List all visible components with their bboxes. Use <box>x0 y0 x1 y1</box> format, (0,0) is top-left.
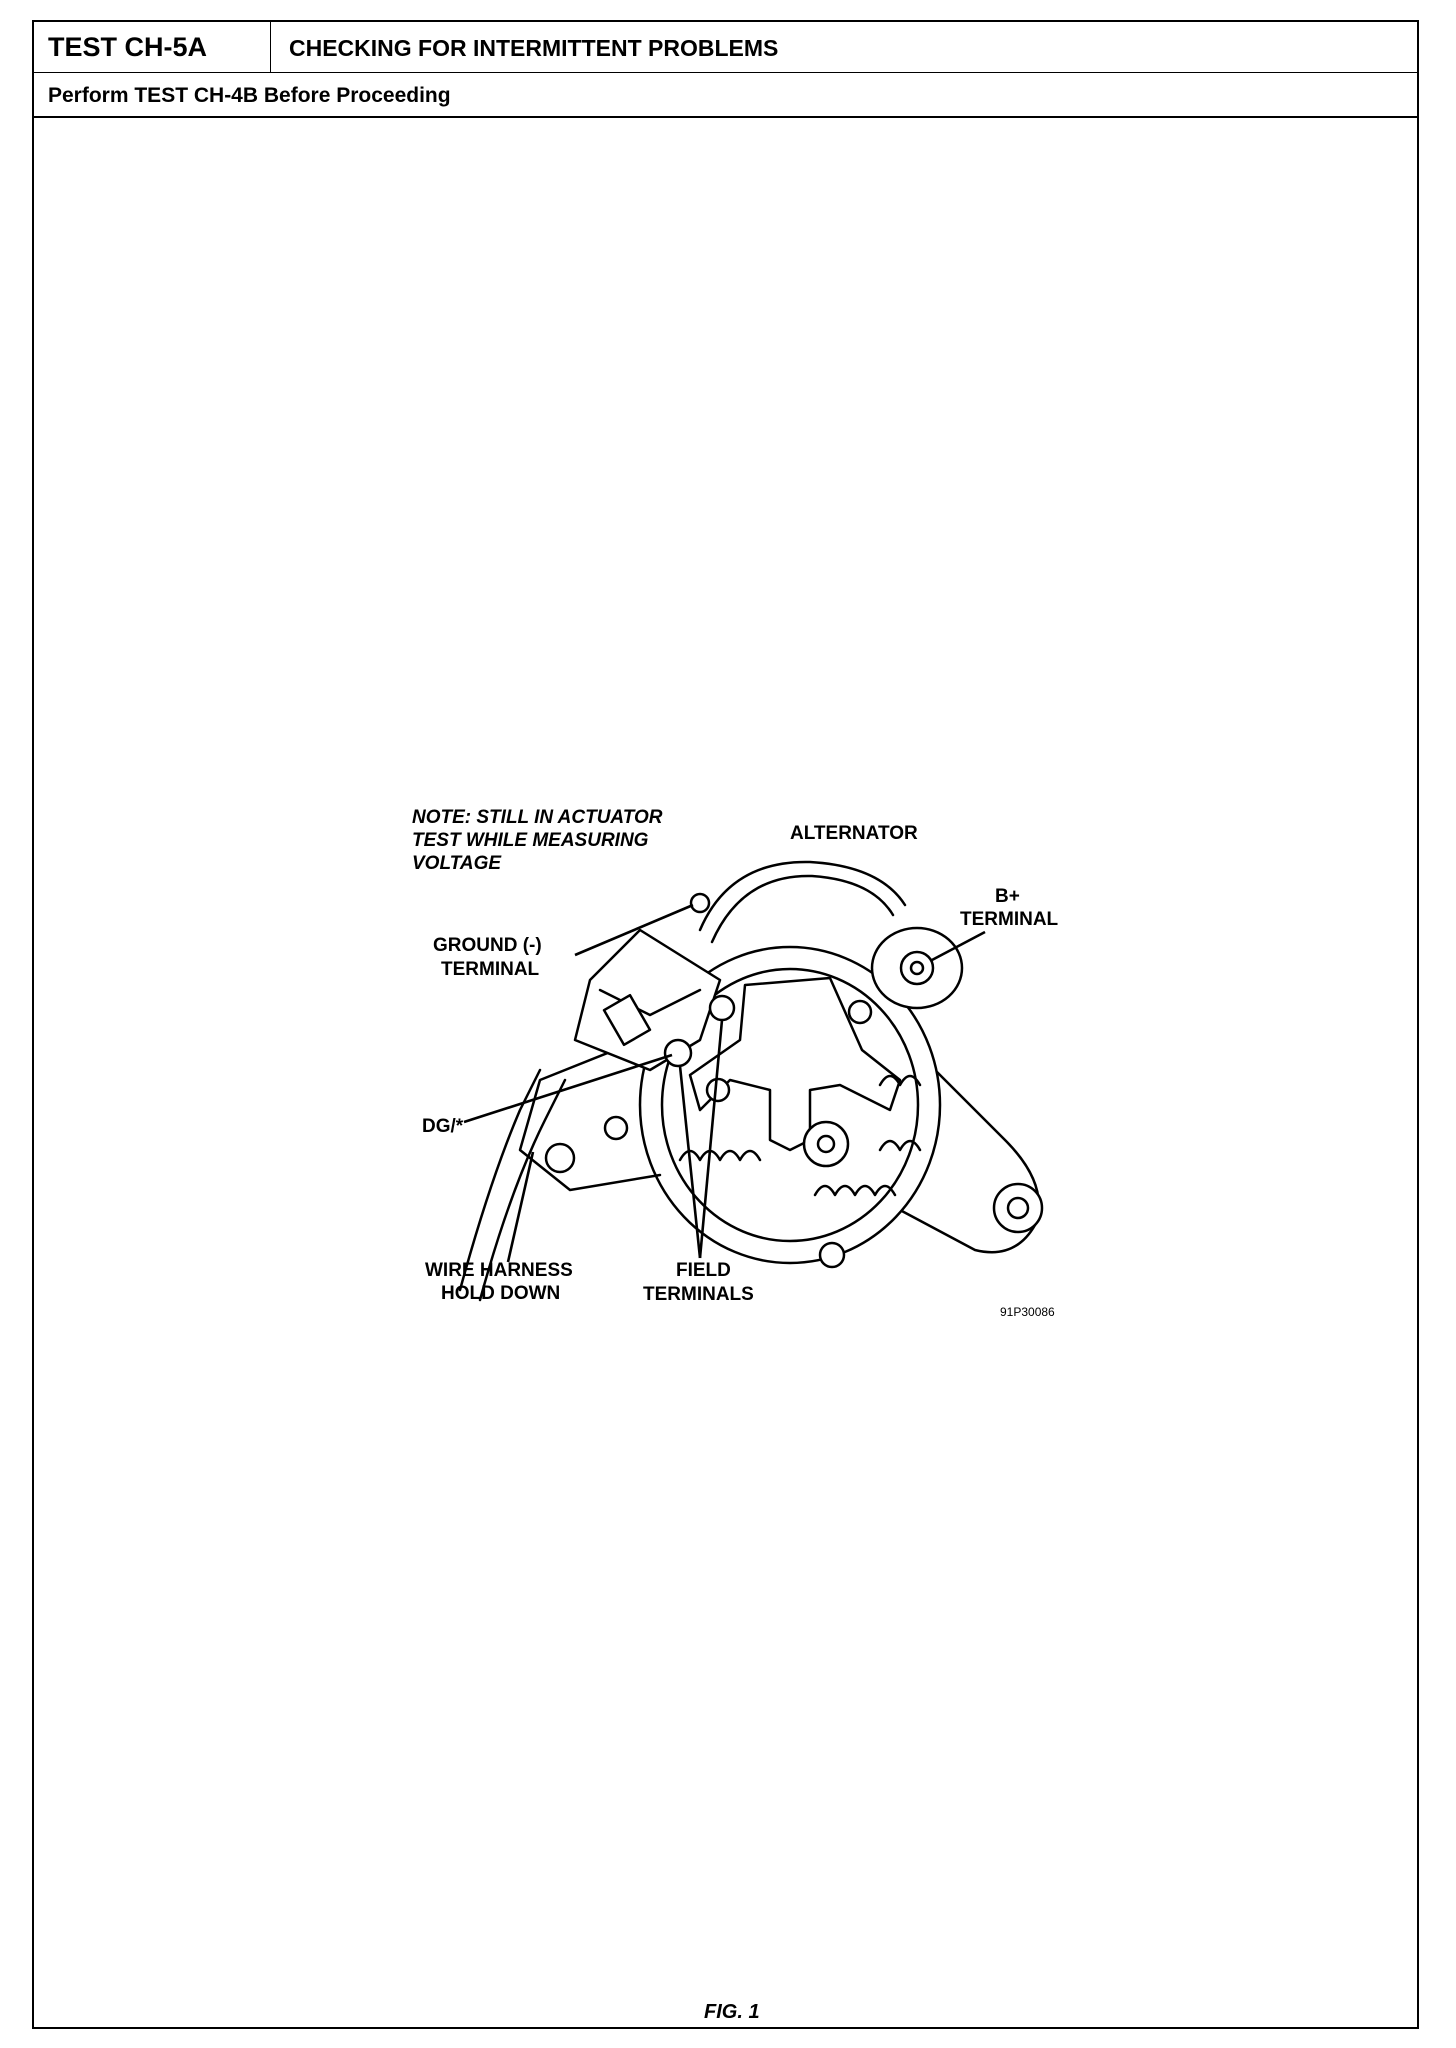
label-ground: GROUND (-) <box>433 935 542 956</box>
label-hold-down: HOLD DOWN <box>441 1283 561 1304</box>
label-ground-terminal: TERMINAL <box>441 959 540 980</box>
label-b-plus-terminal: TERMINAL <box>960 909 1059 930</box>
mounting-bolt <box>994 1184 1042 1232</box>
ground-stud <box>691 894 709 912</box>
test-id: TEST CH-5A <box>34 22 271 72</box>
label-alternator: ALTERNATOR <box>790 823 918 844</box>
label-field: FIELD <box>676 1260 731 1281</box>
prerequisite-line: Perform TEST CH-4B Before Proceeding <box>34 73 1417 118</box>
alternator-drawing <box>460 862 1042 1300</box>
figure-code: 91P30086 <box>1000 1305 1055 1319</box>
label-dg: DG/* <box>422 1116 464 1137</box>
field-screw-2 <box>710 996 734 1020</box>
note-line-3: VOLTAGE <box>412 853 502 874</box>
label-field-terminals: TERMINALS <box>643 1284 754 1305</box>
label-b-plus: B+ <box>995 886 1020 907</box>
test-title: CHECKING FOR INTERMITTENT PROBLEMS <box>289 35 779 61</box>
note-line-1: NOTE: STILL IN ACTUATOR <box>412 807 663 828</box>
field-screw-1 <box>665 1040 691 1066</box>
rotor-shaft <box>804 1122 848 1166</box>
label-wire-harness: WIRE HARNESS <box>425 1260 573 1281</box>
wire-harness <box>460 1070 540 1290</box>
figure-caption: FIG. 1 <box>704 2001 760 2023</box>
leader-wire-harness <box>508 1152 533 1262</box>
note-line-2: TEST WHILE MEASURING <box>412 830 649 851</box>
